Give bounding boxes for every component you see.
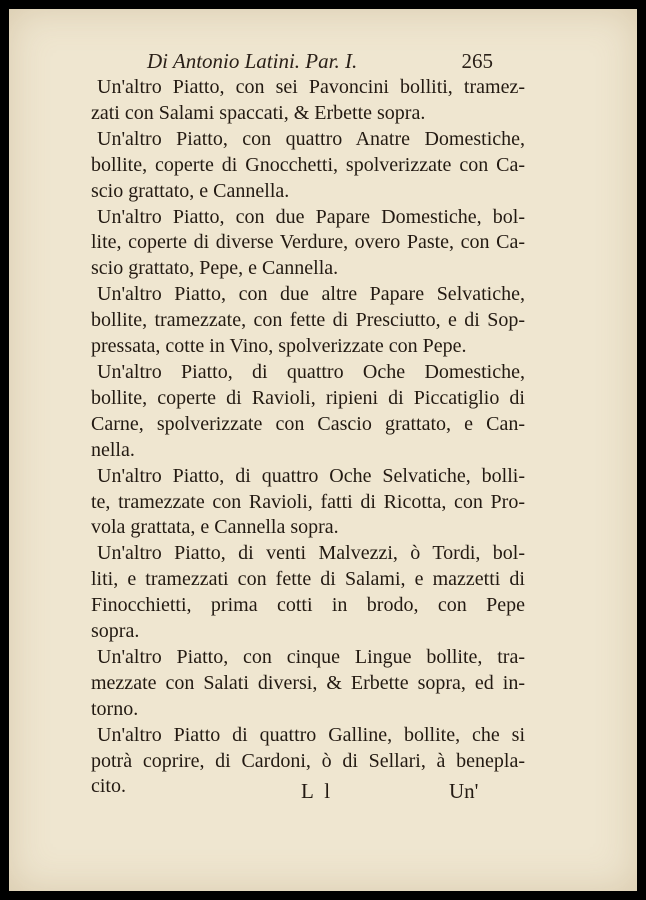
recipe-paragraph (91, 645, 525, 723)
recipe-paragraph (91, 282, 525, 360)
text-line: bollite, tramezzate, con fette di Presciutto, e di Sop- (91, 309, 525, 332)
text-line: Un'altro Piatto, di quattro Oche Selvatiche, bolli- (97, 464, 525, 487)
text-line: mezzate con Salati diversi, & Erbette sopra, ed in- (91, 671, 525, 694)
text-line: scio grattato, e Cannella. (91, 179, 290, 202)
text-line: Un'altro Piatto, con sei Pavoncini bolliti, tramez- (97, 76, 525, 98)
text-line: nella. (91, 438, 135, 461)
text-line: potrà coprire, di Cardoni, ò di Sellari, à benepla- (91, 749, 525, 772)
text-line: pressata, cotte in Vino, spolverizzate con Pepe. (91, 335, 467, 358)
page-number: 265 (461, 49, 493, 73)
text-line: vola grattata, e Cannella sopra. (91, 516, 339, 539)
text-line: Un'altro Piatto, di venti Malvezzi, ò Tordi, bol- (97, 542, 525, 565)
text-line: liti, e tramezzati con fette di Salami, e mazzetti di (91, 568, 525, 591)
text-line: Un'altro Piatto, di quattro Oche Domestiche, (97, 360, 525, 383)
text-line: sopra. (91, 620, 140, 643)
text-line: lite, coperte di diverse Verdure, overo Paste, con Ca- (91, 231, 525, 254)
text-line: bollite, coperte di Ravioli, ripieni di Piccatiglio di (91, 386, 525, 409)
text-line: Un'altro Piatto di quattro Galline, bollite, che si (97, 723, 525, 746)
body-text (91, 75, 525, 800)
recipe-paragraph (91, 360, 525, 464)
text-line: cito. (91, 775, 126, 798)
text-line: torno. (91, 697, 139, 720)
text-line: Carne, spolverizzate con Cascio grattato, e Can- (91, 412, 525, 435)
recipe-paragraph (91, 75, 525, 127)
text-line: Un'altro Piatto, con quattro Anatre Domestiche, (97, 127, 525, 150)
text-line: Un'altro Piatto, con cinque Lingue bollite, tra- (97, 645, 525, 668)
text-line: te, tramezzate con Ravioli, fatti di Ricotta, con Pro- (91, 490, 525, 513)
book-page (9, 9, 637, 891)
text-line: zati con Salami spaccati, & Erbette sopra. (91, 101, 426, 124)
text-line: Un'altro Piatto, con due Papare Domestiche, bol- (97, 205, 525, 228)
running-head-title: Di Antonio Latini. Par. I. (147, 49, 358, 73)
text-line: bollite, coperte di Gnocchetti, spolverizzate con Ca- (91, 153, 525, 176)
recipe-paragraph (91, 541, 525, 645)
recipe-paragraph (91, 464, 525, 542)
text-line: Un'altro Piatto, con due altre Papare Selvatiche, (97, 283, 525, 306)
page-footer (9, 779, 637, 809)
catchword: Un' (449, 779, 479, 803)
recipe-paragraph (91, 205, 525, 283)
signature-mark: L l (301, 779, 334, 803)
text-line: Finocchietti, prima cotti in brodo, con Pepe (91, 594, 525, 617)
text-line: scio grattato, Pepe, e Cannella. (91, 257, 339, 280)
recipe-paragraph (91, 127, 525, 205)
